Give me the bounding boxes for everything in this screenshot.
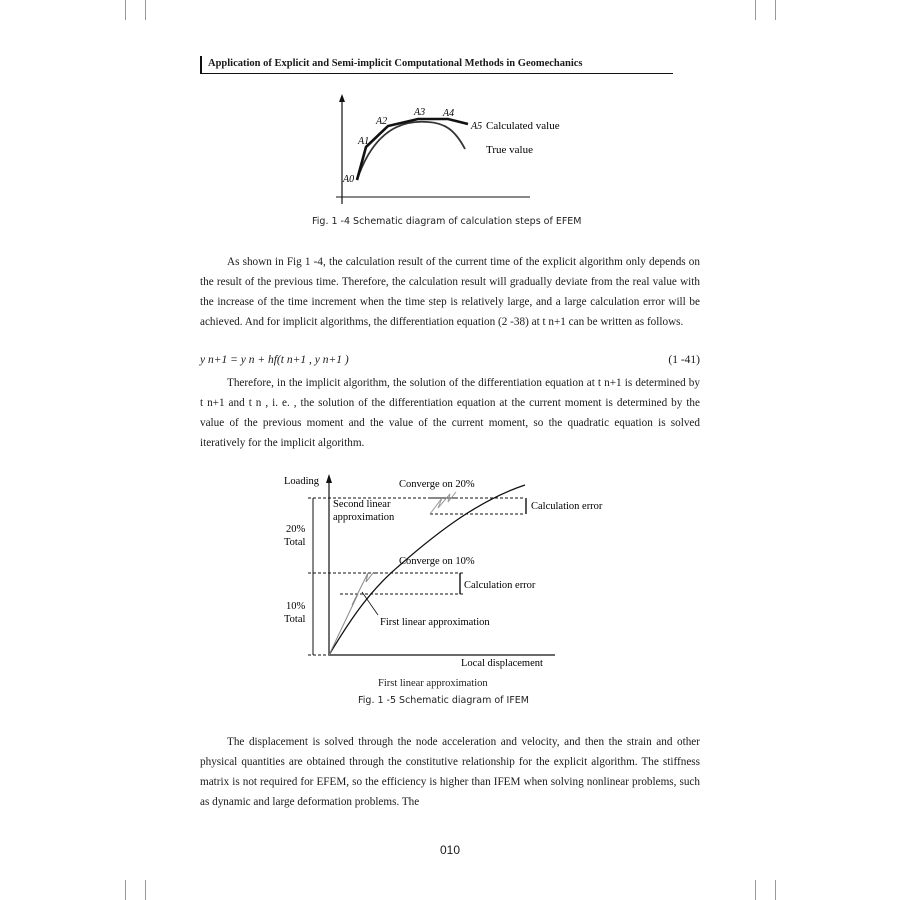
paragraph-2-text: Therefore, in the implicit algorithm, the solution of the differentiation equation at t n+1 is determined by t n+1 and t n , i. e. , the solution of the differentiation equation at the current moment is determined by the value of the previous moment and the value of the current moment, so the quadratic equation is solved iteratively for the implicit algorithm. xyxy=(200,377,700,449)
crop-mark xyxy=(775,880,776,900)
fig14-point-A1: A1 xyxy=(358,136,370,147)
crop-mark xyxy=(755,0,756,20)
fig15-true-curve xyxy=(329,485,525,655)
fig14-point-A2: A2 xyxy=(376,116,388,127)
fig15-second-linear-2: approximation xyxy=(333,512,395,523)
equation-1-41 xyxy=(200,354,700,366)
fig15-total20-1: 20% xyxy=(286,524,306,535)
crop-mark xyxy=(145,0,146,20)
fig15-converge10: Converge on 10% xyxy=(399,556,475,567)
fig14-point-A5: A5 xyxy=(471,121,483,132)
figure-1-4 xyxy=(330,92,590,210)
fig15-xlabel: Local displacement xyxy=(461,658,543,669)
paragraph-1 xyxy=(200,252,700,332)
fig14-y-axis-arrow xyxy=(339,94,345,102)
fig15-y-axis-arrow xyxy=(326,474,332,483)
figure-1-5 xyxy=(280,470,630,675)
crop-mark xyxy=(755,880,756,900)
fig15-subtitle: First linear approximation xyxy=(378,678,488,689)
fig15-first-linear-label: First linear approximation xyxy=(380,617,490,628)
fig15-ylabel: Loading xyxy=(284,476,319,487)
fig14-label-calculated: Calculated value xyxy=(486,120,560,132)
paragraph-3 xyxy=(200,732,700,812)
fig14-true-value-curve xyxy=(357,122,465,180)
fig15-first-linear-approximation xyxy=(329,573,373,655)
fig14-calculated-value-line xyxy=(357,119,468,180)
equation-number: (1 -41) xyxy=(668,354,700,366)
paragraph-1-text: As shown in Fig 1 -4, the calculation result of the current time of the explicit algorithm only depends on the result of the previous time. Therefore, the calculation result will gradually deviate from the real value with the increase of the time increment when the time step is relatively large, and a large calculation error will be achieved. And for implicit algorithms, the differentiation equation (2 -38) at t n+1 can be written as follows. xyxy=(200,256,700,328)
crop-mark xyxy=(125,0,126,20)
running-header-title: Application of Explicit and Semi-implicit Computational Methods in Geomechanics xyxy=(208,58,583,69)
fig15-total10-1: 10% xyxy=(286,601,306,612)
fig15-calc-error-10: Calculation error xyxy=(464,580,536,591)
fig15-second-linear-1: Second linear xyxy=(333,499,391,510)
crop-mark xyxy=(145,880,146,900)
fig14-point-A4: A4 xyxy=(443,108,455,119)
fig15-calc-error-20: Calculation error xyxy=(531,501,603,512)
running-header xyxy=(200,56,673,74)
fig14-point-A0: A0 xyxy=(343,174,355,185)
fig15-total10-2: Total xyxy=(284,614,306,625)
fig14-point-A3: A3 xyxy=(414,107,426,118)
fig14-caption: Fig. 1 -4 Schematic diagram of calculation steps of EFEM xyxy=(312,216,582,227)
paragraph-3-text: The displacement is solved through the node acceleration and velocity, and then the strain and other physical quantities are obtained through the constitutive relationship for the explicit algorithm. The stiffness matrix is not required for EFEM, so the efficiency is higher than IFEM when solving nonlinear problems, such as dynamic and large deformation problems. The xyxy=(200,736,700,808)
fig15-total20-2: Total xyxy=(284,537,306,548)
fig15-caption: Fig. 1 -5 Schematic diagram of IFEM xyxy=(358,695,530,706)
crop-mark xyxy=(125,880,126,900)
fig15-converge20: Converge on 20% xyxy=(399,479,475,490)
crop-mark xyxy=(775,0,776,20)
page-number: 010 xyxy=(439,843,461,857)
equation-text: y n+1 = y n + hf(t n+1 , y n+1 ) xyxy=(200,354,349,366)
fig15-second-linear-approximation xyxy=(430,492,456,514)
fig14-label-true: True value xyxy=(486,144,533,156)
paragraph-2 xyxy=(200,373,700,453)
